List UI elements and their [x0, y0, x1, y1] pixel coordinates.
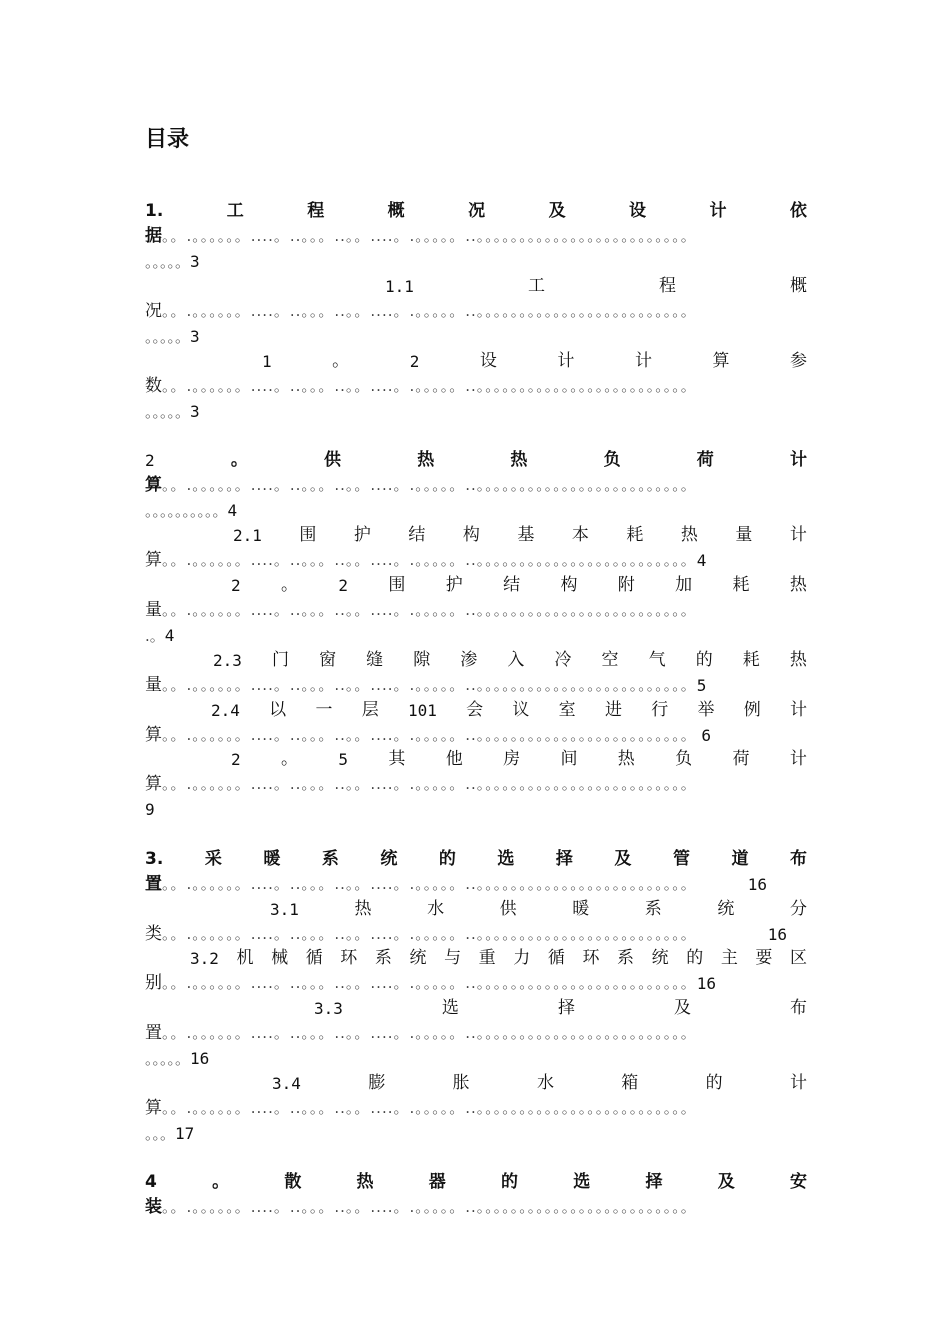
- toc-leader: 类 。。.。。。。。。....。..。。。..。。....。.。。。。。..。。。。。。。。。。。。。。。。。。。。。。。。。 16: [145, 924, 787, 944]
- toc-entry-3-1[interactable]: 3.1 热 水 供 暖 系 统 分: [270, 899, 807, 919]
- toc-entry-2-2[interactable]: 2 。 2 围 护 结 构 附 加 耗 热: [231, 575, 807, 595]
- toc-leader: 量 。。.。。。。。。....。..。。。..。。....。.。。。。。..。。。。。。。。。。。。。。。。。。。。。。。。。: [145, 600, 697, 620]
- toc-entry-3-4[interactable]: 3.4 膨 胀 水 箱 的 计: [272, 1073, 807, 1093]
- toc-page-ref: 。。。。。3: [145, 252, 200, 271]
- toc-leader: 况 。。.。。。。。。....。..。。。..。。....。.。。。。。..。。。。。。。。。。。。。。。。。。。。。。。。。: [145, 301, 697, 321]
- toc-entry-3-2[interactable]: 3.2 机 械 循 环 系 统 与 重 力 循 环 系 统 的 主 要 区: [190, 948, 807, 968]
- toc-entry-2-5[interactable]: 2 。 5 其 他 房 间 热 负 荷 计: [231, 749, 807, 769]
- toc-page-ref: 。。。。。3: [145, 327, 200, 346]
- toc-leader: 据 。。.。。。。。。....。..。。。..。。....。.。。。。。..。。。。。。。。。。。。。。。。。。。。。。。。。: [145, 226, 697, 246]
- toc-leader: 算 。。.。。。。。。....。..。。。..。。....。.。。。。。..。。。。。。。。。。。。。。。。。。。。。。。。。: [145, 774, 697, 794]
- toc-leader: 置 。。.。。。。。。....。..。。。..。。....。.。。。。。..。。。。。。。。。。。。。。。。。。。。。。。。。: [145, 1023, 697, 1043]
- toc-entry-2-3[interactable]: 2.3 门 窗 缝 隙 渗 入 冷 空 气 的 耗 热: [213, 650, 807, 670]
- toc-leader: 别 。。.。。。。。。....。..。。。..。。....。.。。。。。..。。。。。。。。。。。。。。。。。。。。。。。。。 16: [145, 973, 717, 993]
- toc-leader: 数 。。.。。。。。。....。..。。。..。。....。.。。。。。..。。。。。。。。。。。。。。。。。。。。。。。。。: [145, 376, 697, 396]
- toc-entry-1-1[interactable]: 1.1 工 程 概: [385, 276, 807, 296]
- toc-leader: 算 。。.。。。。。。....。..。。。..。。....。.。。。。。..。。。。。。。。。。。。。。。。。。。。。。。。。: [145, 1098, 697, 1118]
- toc-page-ref: 。。。。。3: [145, 402, 200, 421]
- toc-leader: 量 。。.。。。。。。....。..。。。..。。....。.。。。。。..。。。。。。。。。。。。。。。。。。。。。。。。。 5: [145, 675, 707, 695]
- toc-heading-2[interactable]: 2 。 供 热 热 负 荷 计: [145, 450, 807, 470]
- toc-leader: 装 。。.。。。。。。....。..。。。..。。....。.。。。。。..。。。。。。。。。。。。。。。。。。。。。。。。。: [145, 1197, 697, 1217]
- toc-leader: 算 。。.。。。。。。....。..。。。..。。....。.。。。。。..。。。。。。。。。。。。。。。。。。。。。。。。。 6: [145, 725, 711, 745]
- toc-entry-1-2[interactable]: 1 。 2 设 计 计 算 参: [262, 351, 807, 371]
- toc-page-ref: 9: [145, 800, 155, 819]
- toc-heading-4[interactable]: 4 。 散 热 器 的 选 择 及 安: [145, 1172, 807, 1192]
- toc-page-ref: 。。。。。16: [145, 1049, 210, 1068]
- toc-title: 目录: [145, 127, 190, 152]
- toc-page-ref: 。。。。。。。。。。4: [145, 501, 238, 520]
- toc-leader: 算 。。.。。。。。。....。..。。。..。。....。.。。。。。..。。。。。。。。。。。。。。。。。。。。。。。。。: [145, 475, 697, 495]
- toc-entry-3-3[interactable]: 3.3 选 择 及 布: [314, 998, 807, 1018]
- toc-leader: 算 。。.。。。。。。....。..。。。..。。....。.。。。。。..。。。。。。。。。。。。。。。。。。。。。。。。。 4: [145, 550, 707, 570]
- toc-entry-2-4[interactable]: 2.4 以 一 层 101 会 议 室 进 行 举 例 计: [211, 700, 807, 720]
- toc-leader: 置 。。.。。。。。。....。..。。。..。。....。.。。。。。..。。。。。。。。。。。。。。。。。。。。。。。。。 16: [145, 874, 767, 894]
- toc-heading-3[interactable]: 3. 采 暖 系 统 的 选 择 及 管 道 布: [145, 849, 807, 869]
- toc-page-ref: .。4: [145, 626, 175, 645]
- toc-page-ref: 。。。17: [145, 1124, 195, 1143]
- toc-entry-2-1[interactable]: 2.1 围 护 结 构 基 本 耗 热 量 计: [233, 525, 807, 545]
- toc-heading-1[interactable]: 1. 工 程 概 况 及 设 计 依: [145, 201, 807, 221]
